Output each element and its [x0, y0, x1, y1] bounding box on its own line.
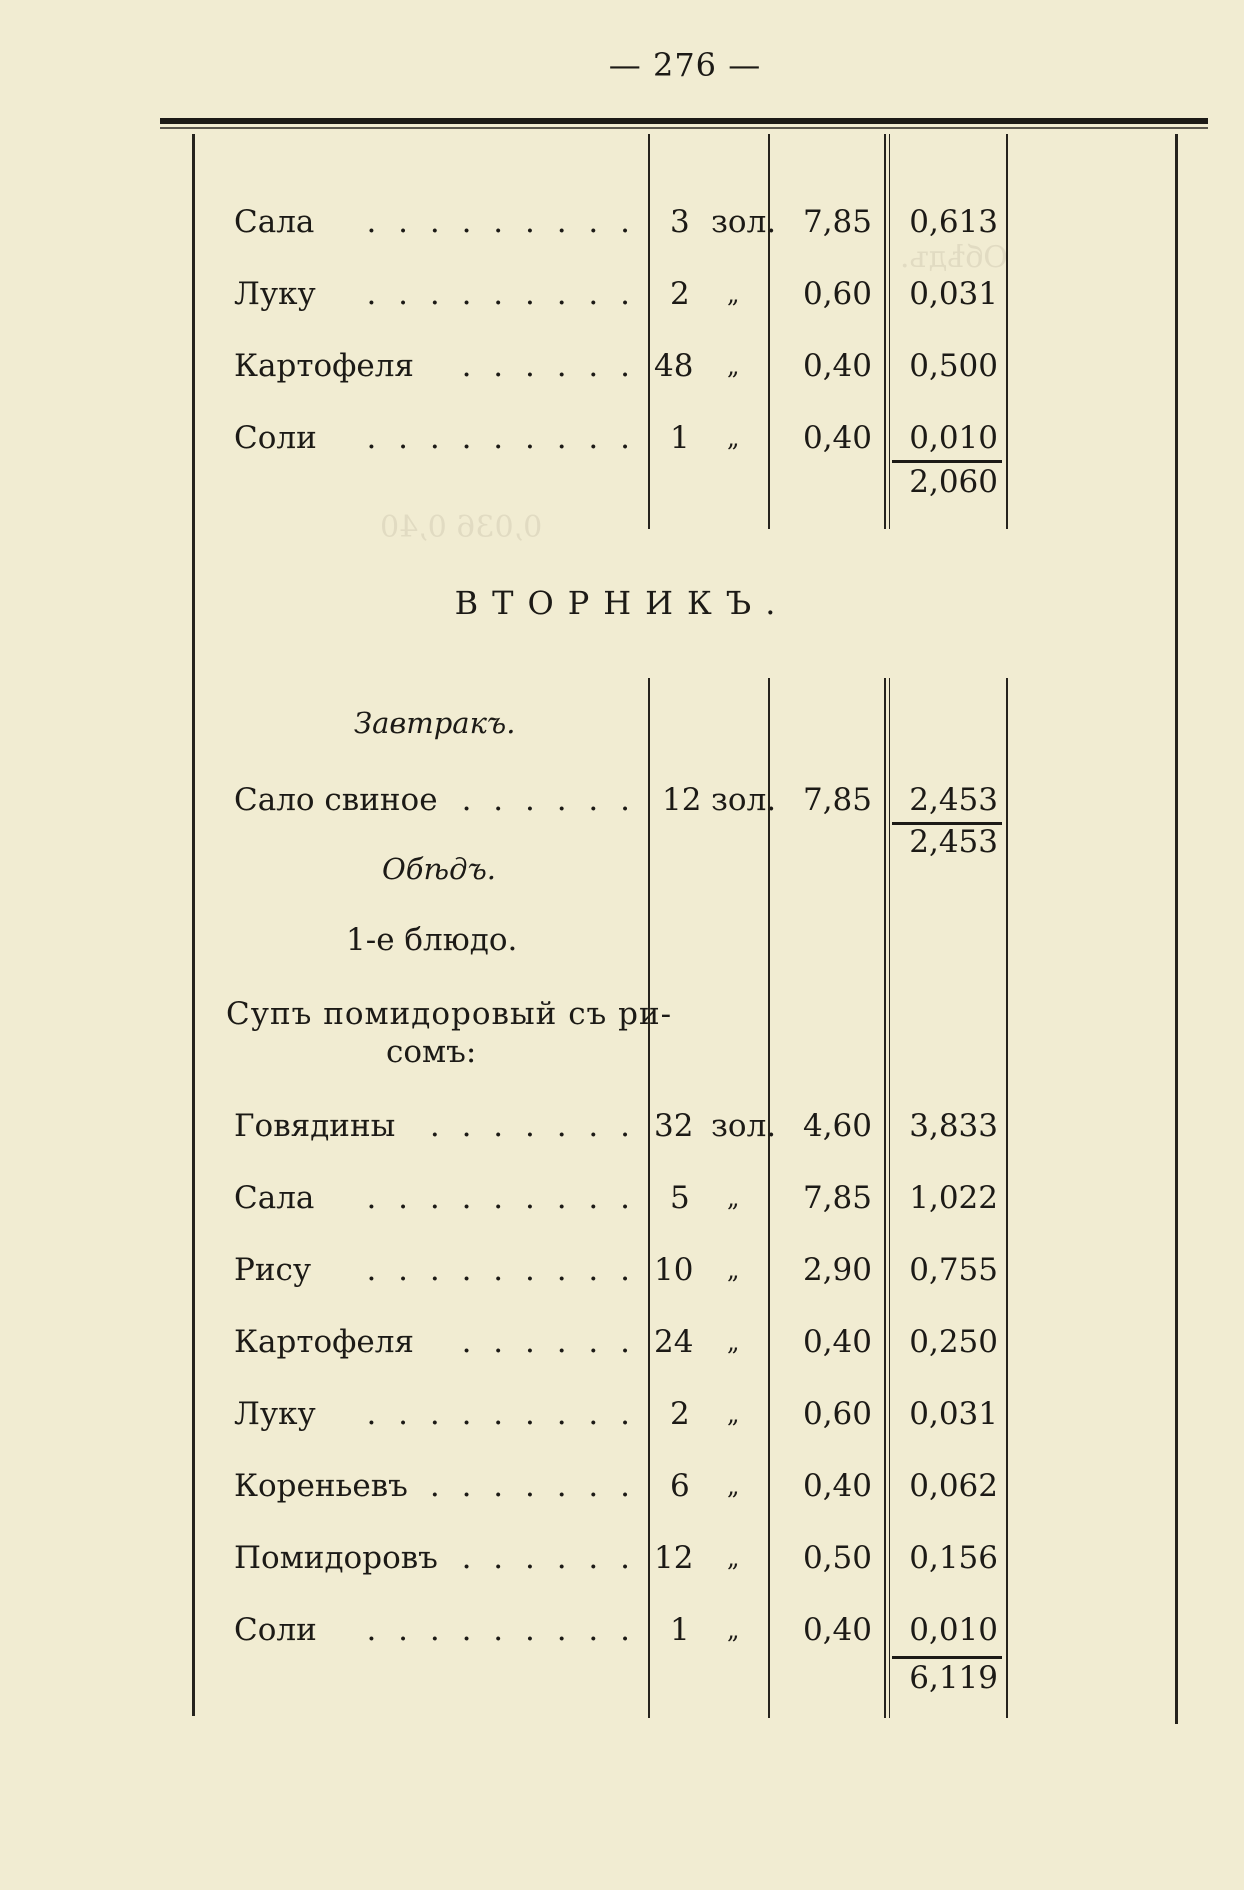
item-price: 7,85	[802, 782, 872, 818]
leader-dots: . . . . . .	[461, 782, 636, 818]
item-unit: „	[727, 1472, 740, 1500]
subtotal: 2,453	[909, 824, 998, 860]
item-price: 0,50	[802, 1540, 872, 1576]
column-line	[768, 134, 770, 529]
item-price: 0,40	[802, 420, 872, 456]
item-cost: 0,010	[909, 1612, 998, 1648]
leader-dots: . . . . . . . . .	[366, 420, 636, 456]
table-row	[0, 1466, 1244, 1506]
item-qty: 1	[670, 420, 690, 456]
item-qty: 24	[654, 1324, 694, 1360]
item-unit: „	[727, 1400, 740, 1428]
item-cost: 3,833	[909, 1108, 998, 1144]
item-name: Сала	[234, 1180, 315, 1216]
item-cost: 1,022	[909, 1180, 998, 1216]
item-price: 7,85	[802, 1180, 872, 1216]
item-name: Соли	[234, 420, 317, 456]
column-line	[648, 134, 650, 529]
bleed-through-text: Обѣдъ.	[900, 240, 1008, 275]
table-row	[0, 1250, 1244, 1290]
item-qty: 2	[670, 1396, 690, 1432]
subtotal: 6,119	[909, 1660, 998, 1696]
item-unit: „	[727, 280, 740, 308]
item-cost: 0,031	[909, 1396, 998, 1432]
item-cost: 0,500	[909, 348, 998, 384]
item-cost: 0,062	[909, 1468, 998, 1504]
item-unit: „	[727, 1544, 740, 1572]
dish-title-cont: сомъ:	[386, 1034, 477, 1070]
item-cost: 0,156	[909, 1540, 998, 1576]
leader-dots: . . . . . . . . .	[366, 1612, 636, 1648]
table-row	[0, 418, 1244, 458]
bleed-through-text: 0,036 0,40	[380, 510, 543, 545]
table-row	[0, 780, 1244, 820]
column-line	[1006, 134, 1008, 529]
item-unit: „	[727, 1616, 740, 1644]
leader-dots: . . . . . . .	[429, 1108, 636, 1144]
table-row	[0, 1178, 1244, 1218]
leader-dots: . . . . . . .	[429, 1468, 636, 1504]
column-line	[884, 134, 886, 529]
item-qty: 5	[670, 1180, 690, 1216]
item-qty: 48	[654, 348, 694, 384]
item-qty: 12	[662, 782, 702, 818]
table-row	[0, 274, 1244, 314]
item-name: Кореньевъ	[234, 1468, 408, 1504]
item-unit: зол.	[711, 204, 777, 240]
item-cost: 0,031	[909, 276, 998, 312]
item-price: 0,40	[802, 1468, 872, 1504]
item-price: 0,40	[802, 348, 872, 384]
subtotal: 2,060	[909, 464, 998, 500]
item-name: Луку	[234, 276, 316, 312]
item-qty: 3	[670, 204, 690, 240]
leader-dots: . . . . . .	[461, 348, 636, 384]
course-label: 1-е блюдо.	[346, 922, 518, 958]
page-number: — 276 —	[608, 46, 762, 84]
item-name: Картофеля	[234, 1324, 414, 1360]
item-price: 0,60	[802, 1396, 872, 1432]
item-qty: 1	[670, 1612, 690, 1648]
item-name: Луку	[234, 1396, 316, 1432]
item-price: 4,60	[802, 1108, 872, 1144]
item-cost: 0,613	[909, 204, 998, 240]
table-row	[0, 346, 1244, 386]
item-price: 0,60	[802, 276, 872, 312]
item-name: Сало свиное	[234, 782, 438, 818]
top-rule	[160, 118, 1208, 124]
item-price: 0,40	[802, 1612, 872, 1648]
leader-dots: . . . . . . . . .	[366, 1396, 636, 1432]
column-line	[889, 134, 890, 529]
item-qty: 12	[654, 1540, 694, 1576]
item-name: Помидоровъ	[234, 1540, 438, 1576]
item-qty: 6	[670, 1468, 690, 1504]
item-name: Картофеля	[234, 348, 414, 384]
leader-dots: . . . . . . . . .	[366, 204, 636, 240]
leader-dots: . . . . . . . . .	[366, 1252, 636, 1288]
dish-title: Супъ помидоровый съ ри-	[226, 996, 673, 1032]
item-name: Рису	[234, 1252, 312, 1288]
table-row	[0, 1322, 1244, 1362]
item-qty: 32	[654, 1108, 694, 1144]
item-cost: 0,010	[909, 420, 998, 456]
item-cost: 0,755	[909, 1252, 998, 1288]
table-row	[0, 1538, 1244, 1578]
table-row	[0, 1106, 1244, 1146]
leader-dots: . . . . . . . . .	[366, 1180, 636, 1216]
meal-label-dinner: Обѣдъ.	[382, 852, 496, 886]
item-unit: „	[727, 352, 740, 380]
item-price: 7,85	[802, 204, 872, 240]
meal-label-breakfast: Завтракъ.	[354, 706, 516, 740]
leader-dots: . . . . . .	[461, 1540, 636, 1576]
leader-dots: . . . . . .	[461, 1324, 636, 1360]
item-name: Говядины	[234, 1108, 396, 1144]
item-cost: 0,250	[909, 1324, 998, 1360]
item-price: 2,90	[802, 1252, 872, 1288]
item-name: Соли	[234, 1612, 317, 1648]
item-cost: 2,453	[909, 782, 998, 818]
day-heading: ВТОРНИКЪ.	[454, 584, 790, 622]
table-row	[0, 202, 1244, 242]
top-rule-thin	[160, 127, 1208, 129]
item-price: 0,40	[802, 1324, 872, 1360]
item-qty: 10	[654, 1252, 694, 1288]
item-unit: зол.	[711, 1108, 777, 1144]
item-name: Сала	[234, 204, 315, 240]
item-unit: зол.	[711, 782, 777, 818]
item-unit: „	[727, 1256, 740, 1284]
item-qty: 2	[670, 276, 690, 312]
item-unit: „	[727, 424, 740, 452]
table-row	[0, 1394, 1244, 1434]
table-row	[0, 1610, 1244, 1650]
item-unit: „	[727, 1328, 740, 1356]
item-unit: „	[727, 1184, 740, 1212]
leader-dots: . . . . . . . . .	[366, 276, 636, 312]
